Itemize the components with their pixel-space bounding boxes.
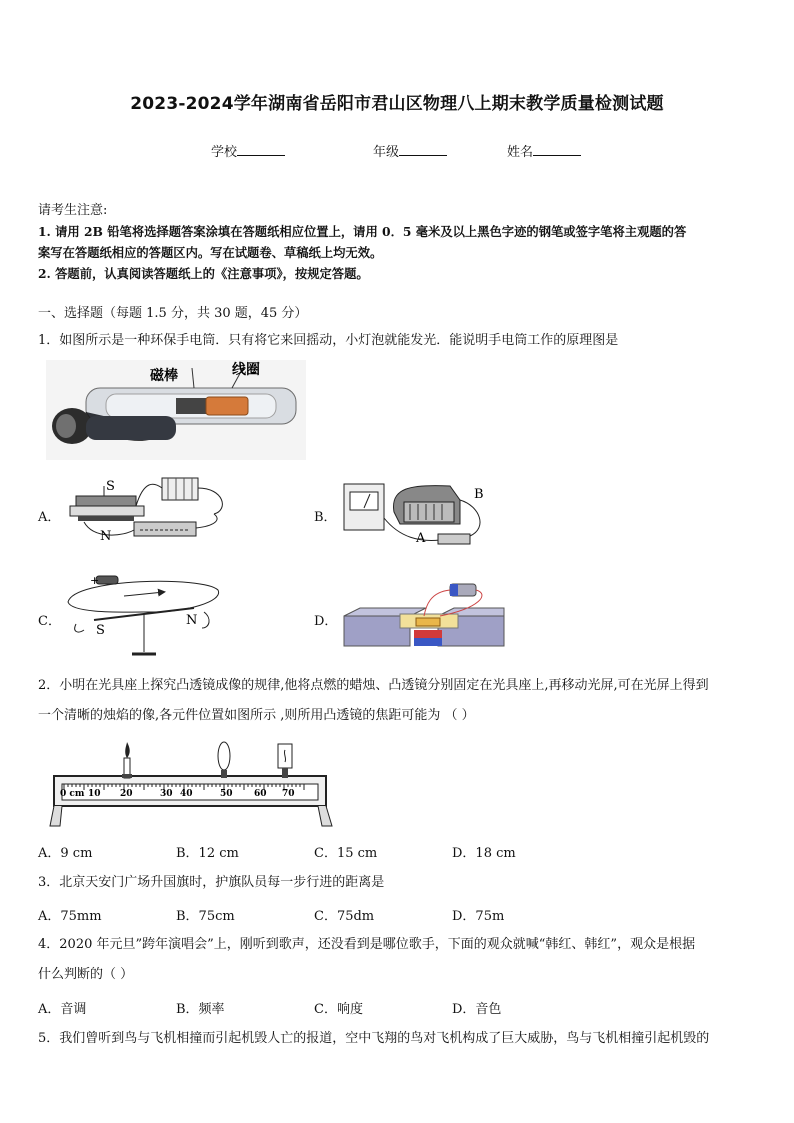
ruler-tick-50: 50 xyxy=(220,789,233,799)
q3-option-a[interactable]: A．75mm xyxy=(38,909,102,924)
q3-option-d[interactable]: D．75m xyxy=(452,909,505,924)
ruler-tick-60: 60 xyxy=(254,789,267,799)
name-label: 姓名 xyxy=(507,145,534,160)
grade-blank xyxy=(399,143,447,156)
notice-item1-line1: 1. 请用 2B 铅笔将选择题答案涂填在答题纸相应位置上，请用 0．5 毫米及以上黑色字迹的钢笔或签字笔将主观题的答 xyxy=(38,224,687,239)
name-blank xyxy=(533,143,581,156)
q4-option-c[interactable]: C．响度 xyxy=(314,1002,363,1017)
q3-option-c[interactable]: C．75dm xyxy=(314,909,375,924)
school-label: 学校 xyxy=(211,145,238,160)
ruler-tick-10: 10 xyxy=(88,789,101,799)
q4-line1: 4．2020 年元旦”跨年演唱会”上，刚听到歌声，还没看到是哪位歌手，下面的观众就喊“韩红、韩红”，观众是根据 xyxy=(38,937,696,952)
q3-stem: 3．北京天安门广场升国旗时，护旗队员每一步行进的距离是 xyxy=(38,875,385,890)
fig-b-label-b: B xyxy=(474,487,484,502)
fig-c-label-plus: + xyxy=(90,574,100,587)
q3-option-b[interactable]: B．75cm xyxy=(176,909,235,924)
ruler-tick-70: 70 xyxy=(282,789,295,799)
name-field xyxy=(507,141,581,160)
ruler-tick-20: 20 xyxy=(120,789,133,799)
q2-option-c[interactable]: C．15 cm xyxy=(314,846,378,861)
page-title: 2023-2024学年湖南省岳阳市君山区物理八上期末教学质量检测试题 xyxy=(130,94,664,114)
notice-heading: 请考生注意: xyxy=(38,203,108,218)
school-field xyxy=(211,141,285,160)
fig-b-label-a: A xyxy=(416,531,426,546)
school-blank xyxy=(237,143,285,156)
notice-item1-line2: 案写在答题纸相应的答题区内。写在试题卷、草稿纸上均无效。 xyxy=(38,245,383,260)
q4-option-a[interactable]: A．音调 xyxy=(38,1002,87,1017)
fig-c-compass xyxy=(64,572,224,662)
q2-line2: 一个清晰的烛焰的像,各元件位置如图所示 ,则所用凸透镜的焦距可能为 （ ） xyxy=(38,708,475,723)
fig-a-generator xyxy=(64,470,239,550)
fig-d-motor xyxy=(340,578,508,660)
q1-option-c[interactable]: C． xyxy=(38,614,61,629)
flashlight-figure xyxy=(46,360,306,460)
label-coil: 线圈 xyxy=(232,362,260,378)
q1-stem: 1．如图所示是一种环保手电筒．只有将它来回摇动，小灯泡就能发光．能说明手电筒工作的原理图是 xyxy=(38,333,619,348)
ruler-tick-0: 0 cm xyxy=(60,789,85,799)
q2-option-d[interactable]: D．18 cm xyxy=(452,846,516,861)
fig-c-label-s: S xyxy=(96,623,105,638)
ruler-tick-40: 40 xyxy=(180,789,193,799)
q2-line1: 2．小明在光具座上探究凸透镜成像的规律,他将点燃的蜡烛、凸透镜分别固定在光具座上,再移动光屏,可在光屏上得到 xyxy=(38,678,709,693)
q4-line2: 什么判断的（ ） xyxy=(38,967,134,982)
q1-option-a[interactable]: A． xyxy=(38,510,61,525)
optical-bench-figure xyxy=(46,736,336,830)
q4-option-b[interactable]: B．频率 xyxy=(176,1002,225,1017)
q5-stem: 5．我们曾听到鸟与飞机相撞而引起机毁人亡的报道，空中飞翔的鸟对飞机构成了巨大威胁，鸟与飞机相撞引起机毁的 xyxy=(38,1031,710,1046)
section-heading: 一、选择题（每题 1.5 分，共 30 题，45 分） xyxy=(38,306,308,321)
fig-a-label-n: N xyxy=(100,529,112,544)
q2-option-b[interactable]: B．12 cm xyxy=(176,846,239,861)
q4-option-d[interactable]: D．音色 xyxy=(452,1002,502,1017)
fig-b-galvanometer xyxy=(340,478,495,550)
notice-item2: 2. 答题前，认真阅读答题纸上的《注意事项》，按规定答题。 xyxy=(38,266,369,281)
ruler-tick-30: 30 xyxy=(160,789,173,799)
grade-label: 年级 xyxy=(373,145,400,160)
q2-option-a[interactable]: A．9 cm xyxy=(38,846,93,861)
fig-a-label-s: S xyxy=(106,479,115,494)
grade-field xyxy=(373,141,447,160)
q1-option-d[interactable]: D． xyxy=(314,614,338,629)
q1-option-b[interactable]: B． xyxy=(314,510,337,525)
label-magnet-rod: 磁棒 xyxy=(150,368,178,384)
fig-c-label-n: N xyxy=(186,613,198,628)
